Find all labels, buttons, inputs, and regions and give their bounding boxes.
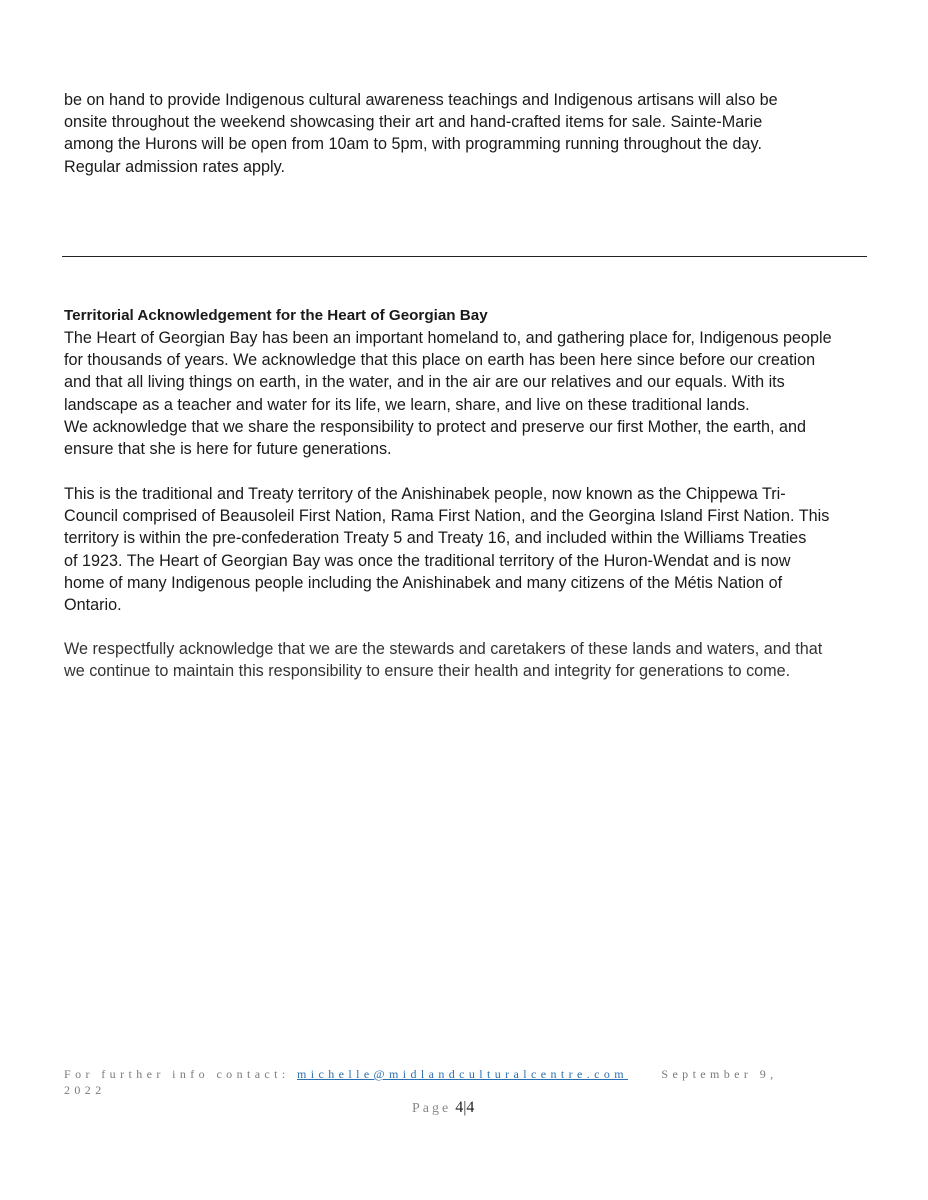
acknowledgement-paragraph-3 [64,638,874,682]
paragraph-line: We respectfully acknowledge that we are the stewards and caretakers of these lands and waters, and that [64,640,823,658]
paragraph-line: Council comprised of Beausoleil First Nation, Rama First Nation, and the Georgina Island First Nation. This [64,507,830,526]
paragraph-line: The Heart of Georgian Bay has been an important homeland to, and gathering place for, Indigenous people [64,329,832,347]
paragraph-line: territory is within the pre-confederation Treaty 5 and Treaty 16, and included within the Williams Treaties [64,529,807,548]
paragraph-line: landscape as a teacher and water for its life, we learn, share, and live on these traditional lands. [64,395,750,414]
paragraph-line: home of many Indigenous people including the Anishinabek and many citizens of the Métis Nation of [64,573,783,592]
page-label: Page [412,1101,452,1116]
acknowledgement-paragraph-2 [64,483,874,616]
acknowledgement-paragraph-1 [64,327,874,460]
paragraph-line: We acknowledge that we share the responsibility to protect and preserve our first Mother, the earth, and [64,417,807,436]
intro-paragraph [64,89,874,178]
page-current: 4 [455,1099,464,1116]
paragraph-line: we continue to maintain this responsibility to ensure their health and integrity for generations to come. [64,662,791,681]
intro-line: onsite throughout the weekend showcasing their art and hand-crafted items for sale. Sainte-Marie [64,113,763,132]
paragraph-line: for thousands of years. We acknowledge that this place on earth has been here since before our creation [64,351,816,370]
page-total: 4 [466,1099,475,1116]
intro-line: be on hand to provide Indigenous cultural awareness teachings and Indigenous artisans will also be [64,91,778,109]
footer-contact [64,1066,824,1098]
contact-email-link[interactable]: michelle@midlandculturalcentre.com [297,1067,628,1081]
intro-line: Regular admission rates apply. [64,157,286,176]
paragraph-line: Ontario. [64,596,122,615]
page-number [412,1098,474,1119]
page-separator: | [463,1099,467,1116]
intro-line: among the Hurons will be open from 10am to 5pm, with programming running throughout the day. [64,135,762,154]
acknowledgement-heading: Territorial Acknowledgement for the Heart of Georgian Bay [64,307,488,324]
horizontal-divider [62,256,867,257]
footer-date: September 9, 2022 [64,1067,778,1097]
paragraph-line: ensure that she is here for future generations. [64,440,392,459]
contact-label: For further info contact: [64,1067,290,1081]
paragraph-line: This is the traditional and Treaty territory of the Anishinabek people, now known as the Chippewa Tri- [64,485,786,503]
paragraph-line: and that all living things on earth, in the water, and in the air are our relatives and our equals. With its [64,373,785,392]
paragraph-line: of 1923. The Heart of Georgian Bay was once the traditional territory of the Huron-Wendat and is now [64,551,791,570]
